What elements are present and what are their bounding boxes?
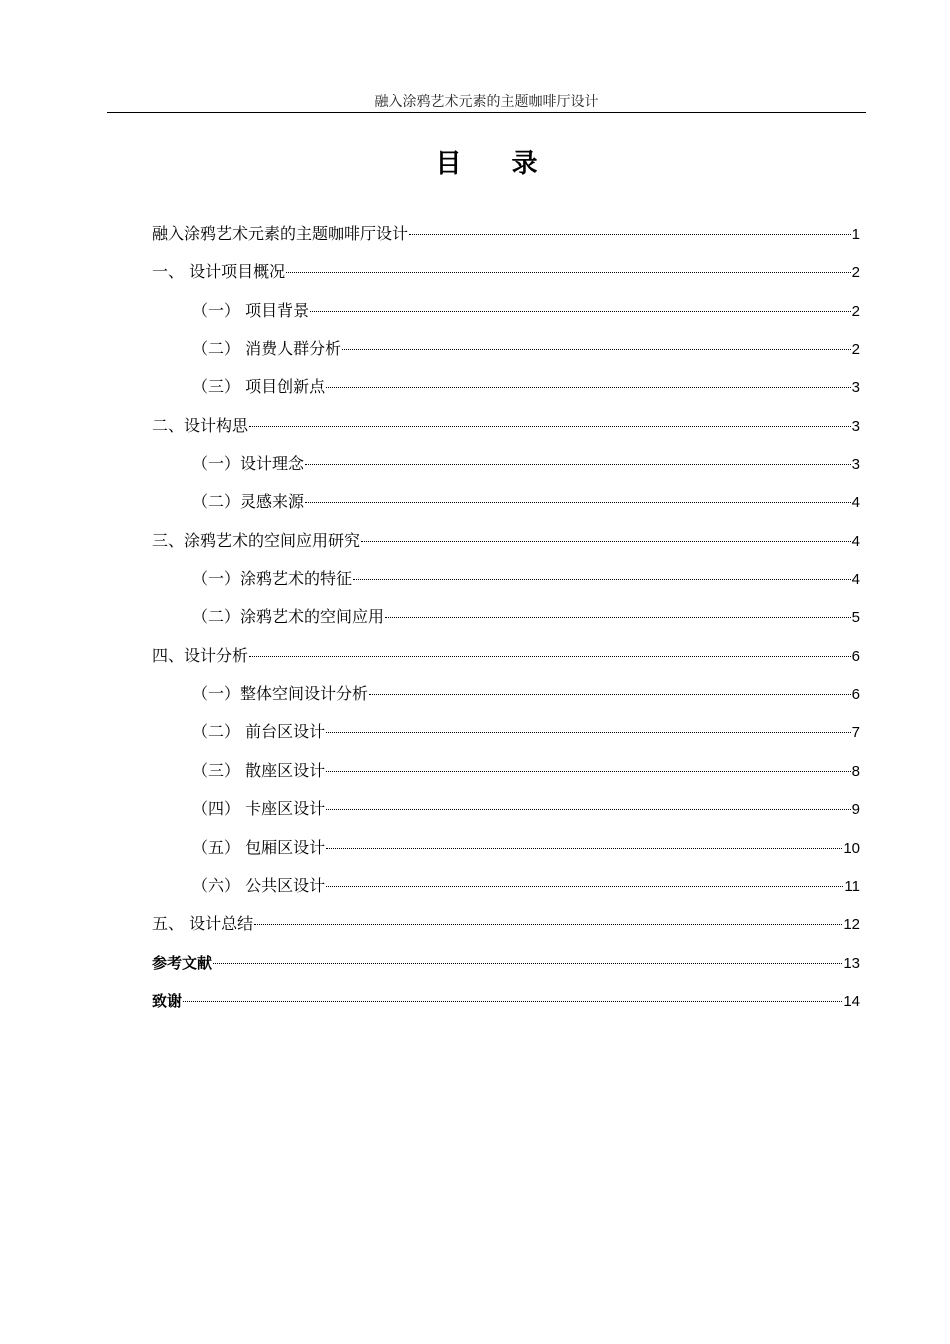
running-header: 融入涂鸦艺术元素的主题咖啡厅设计: [374, 94, 599, 110]
toc-entry-label: （二） 前台区设计: [192, 722, 326, 742]
toc-entry-section-2[interactable]: [152, 413, 860, 451]
toc-entry-page: 2: [851, 341, 860, 359]
toc-title: 目录: [435, 149, 588, 179]
toc-entry-section-4-1[interactable]: [152, 681, 860, 719]
toc-entry-label: （三） 散座区设计: [192, 760, 326, 780]
dot-leader: [326, 771, 851, 772]
toc-entry-label: （六） 公共区设计: [192, 875, 326, 895]
toc-entry-page: 4: [851, 532, 860, 550]
dot-leader: [353, 579, 851, 580]
header-divider: [107, 112, 866, 113]
dot-leader: [326, 848, 842, 849]
toc-entry-section-4-3[interactable]: [152, 758, 860, 796]
toc-entry-title[interactable]: [152, 221, 860, 259]
dot-leader: [385, 617, 851, 618]
toc-entry-page: 2: [851, 264, 860, 282]
toc-entry-page: 14: [843, 992, 860, 1010]
toc-entry-label: 致谢: [152, 991, 183, 1010]
toc-entry-label: （五） 包厢区设计: [192, 837, 326, 857]
dot-leader: [183, 1001, 842, 1002]
toc-entry-page: 3: [851, 379, 860, 397]
toc-entry-label: 四、设计分析: [152, 645, 249, 665]
toc-entry-page: 8: [851, 762, 860, 780]
toc-entry-label: （二） 消费人群分析: [192, 339, 342, 359]
toc-entry-page: 10: [843, 839, 860, 857]
toc-entry-section-4[interactable]: [152, 643, 860, 681]
dot-leader: [249, 656, 851, 657]
toc-entry-page: 11: [844, 877, 860, 895]
toc-entry-page: 7: [851, 724, 860, 742]
toc-entry-section-1-3[interactable]: [152, 374, 860, 412]
dot-leader: [249, 426, 851, 427]
toc-entry-label: （二）灵感来源: [192, 492, 305, 512]
toc-entry-label: （二）涂鸦艺术的空间应用: [192, 607, 385, 627]
toc-entry-section-3[interactable]: [152, 528, 860, 566]
toc-entry-references[interactable]: [152, 950, 860, 988]
toc-entry-label: 一、 设计项目概况: [152, 262, 286, 282]
toc-entry-page: 9: [851, 801, 860, 819]
toc-entry-section-4-2[interactable]: [152, 719, 860, 757]
toc-entry-page: 3: [851, 456, 860, 474]
toc-entry-section-1[interactable]: [152, 259, 860, 297]
toc-entry-section-2-1[interactable]: [152, 451, 860, 489]
dot-leader: [326, 387, 851, 388]
toc-entry-page: 4: [851, 571, 860, 589]
dot-leader: [305, 502, 851, 503]
dot-leader: [361, 541, 851, 542]
toc-entry-page: 3: [851, 417, 860, 435]
toc-entry-page: 4: [851, 494, 860, 512]
toc-entry-page: 6: [851, 686, 860, 704]
toc-entry-section-4-5[interactable]: [152, 835, 860, 873]
dot-leader: [254, 924, 842, 925]
toc-entry-section-1-1[interactable]: [152, 298, 860, 336]
toc-entry-page: 6: [851, 647, 860, 665]
toc-entry-page: 1: [851, 226, 860, 243]
toc-entry-section-4-6[interactable]: [152, 873, 860, 911]
toc-entry-label: 融入涂鸦艺术元素的主题咖啡厅设计: [152, 224, 409, 243]
dot-leader: [342, 349, 851, 350]
dot-leader: [310, 311, 851, 312]
toc-entry-section-1-2[interactable]: [152, 336, 860, 374]
toc-entry-label: （一）整体空间设计分析: [192, 684, 369, 704]
toc-entry-page: 5: [851, 609, 860, 627]
toc-entry-label: 二、设计构思: [152, 415, 249, 435]
dot-leader: [213, 963, 842, 964]
dot-leader: [305, 464, 851, 465]
toc-entry-section-2-2[interactable]: [152, 489, 860, 527]
toc-entry-section-5[interactable]: [152, 911, 860, 949]
toc-entry-section-3-1[interactable]: [152, 566, 860, 604]
toc-entry-label: 五、 设计总结: [152, 914, 254, 934]
toc-entry-label: （一）设计理念: [192, 454, 305, 474]
toc-entry-label: （一）涂鸦艺术的特征: [192, 569, 353, 589]
toc-entry-label: （三） 项目创新点: [192, 377, 326, 397]
toc-entry-label: 参考文献: [152, 953, 213, 972]
toc-entry-section-3-2[interactable]: [152, 604, 860, 642]
toc-entry-page: 13: [843, 954, 860, 972]
dot-leader: [409, 234, 851, 235]
toc-entry-page: 12: [843, 916, 860, 934]
toc-entry-label: （一） 项目背景: [192, 300, 310, 320]
dot-leader: [326, 886, 843, 887]
dot-leader: [286, 272, 851, 273]
toc-entry-section-4-4[interactable]: [152, 796, 860, 834]
dot-leader: [326, 732, 851, 733]
toc-entry-acknowledgements[interactable]: [152, 988, 860, 1026]
toc-entry-label: 三、涂鸦艺术的空间应用研究: [152, 530, 361, 550]
dot-leader: [369, 694, 851, 695]
dot-leader: [326, 809, 851, 810]
toc-entry-label: （四） 卡座区设计: [192, 799, 326, 819]
toc-entry-page: 2: [851, 302, 860, 320]
table-of-contents: [152, 221, 860, 1026]
